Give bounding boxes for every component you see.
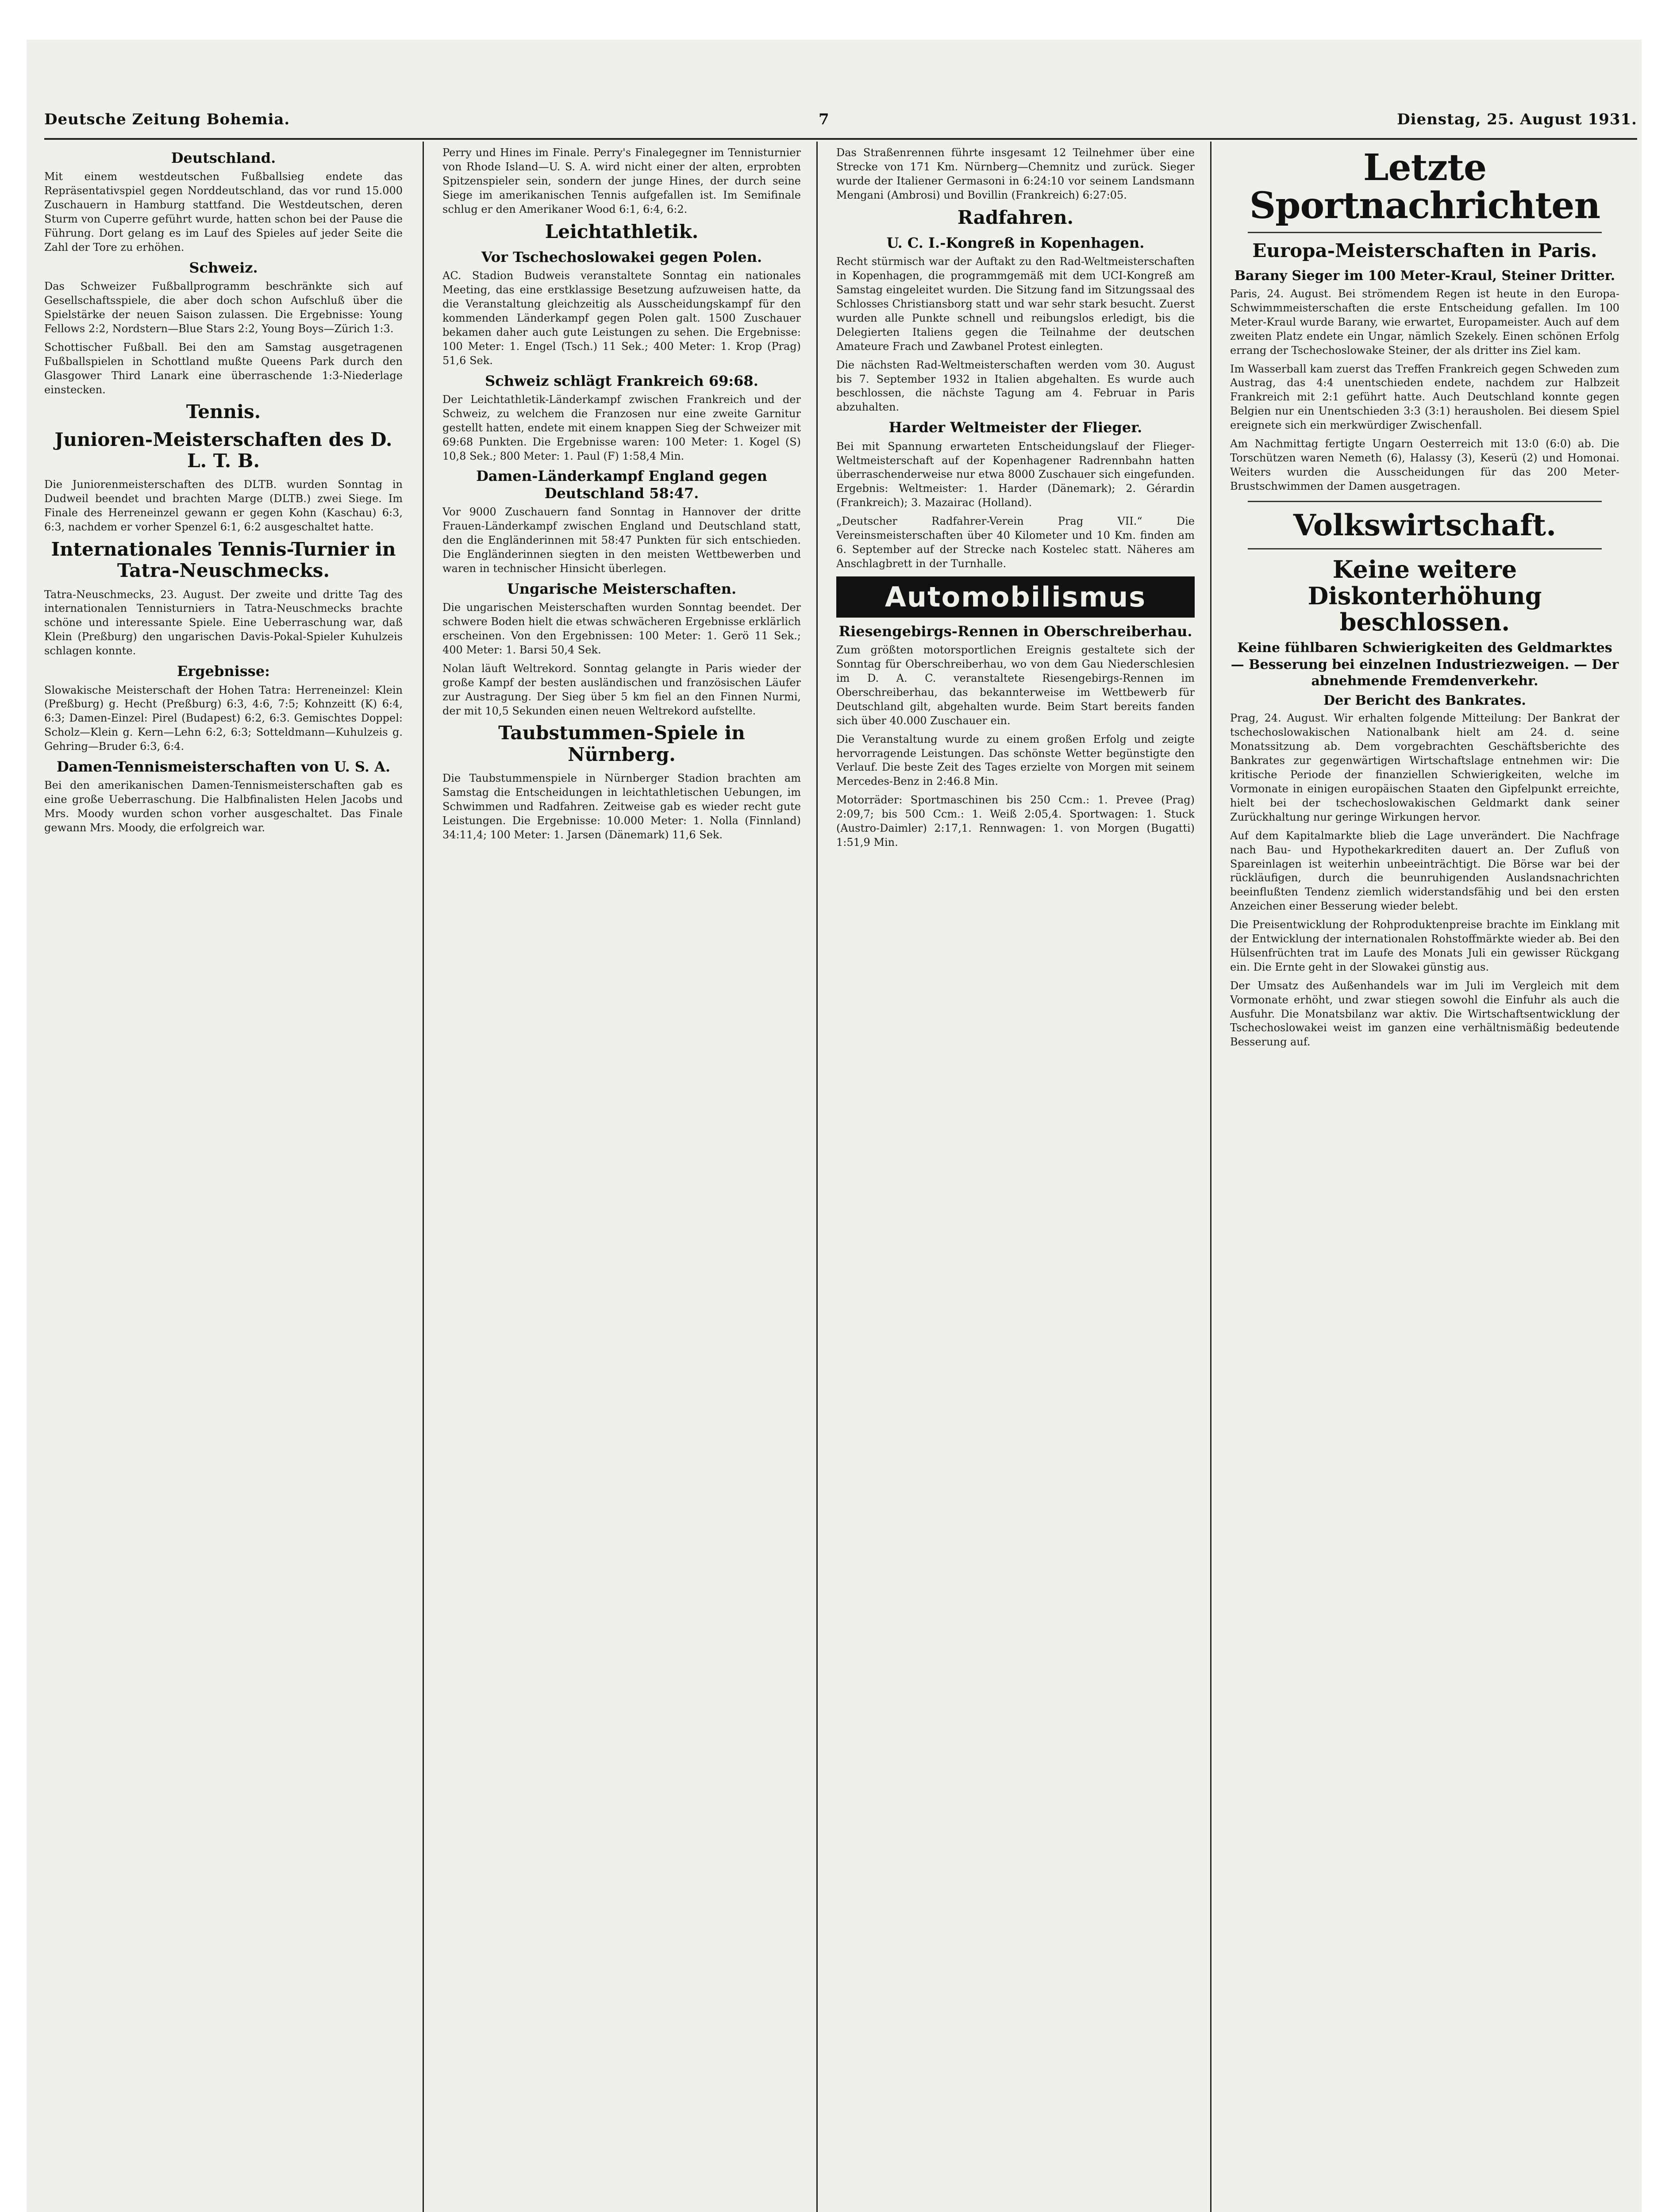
divider (1248, 501, 1602, 502)
article-text: Motorräder: Sportmaschinen bis 250 Ccm.: 1. Prevee (Prag) 2:09,7; bis 500 Ccm.: 1. Weiß 2:05,4. Sportwagen: 1. Stuck (Austro-Daimler) 2:17,1. Rennwagen: 1. von Morgen (Bugatti) 1:51,9 Min. (836, 794, 1195, 849)
article-headline: Schweiz schlägt Frankreich 69:68. (485, 372, 758, 389)
article-text: Schottischer Fußball. Bei den am Samstag ausgetragenen Fußballspielen in Schottland mußte Queens Park durch den Glasgower Third Lanark eine überraschende 1:3-Niederlage einstecken. (44, 341, 403, 396)
column-divider (816, 142, 818, 2212)
article-text: Im Wasserball kam zuerst das Treffen Frankreich gegen Schweden zum Austrag, das 4:4 unentschieden endete, nachdem zur Halbzeit Frankreich mit 2:1 geführt hatte. Auch Deutschland konnte gegen Belgien nur ein Unentschieden 3:3 (3:1) herausholen. Bei diesem Spiel ereignete sich ein merkwürdiger Zwischenfall. (1230, 362, 1619, 432)
article-text: Auf dem Kapitalmarkte blieb die Lage unverändert. Die Nachfrage nach Bau- und Hypothekarkrediten dauert an. Der Zufluß von Spareinlagen ist weiterhin unbeeinträchtigt. Die Börse war bei der rückläufigen, durch die beunruhigenden Auslandsnachrichten beeinflußten Tendenz ziemlich widerstandsfähig und bei den ersten Anzeichen einer Besserung wieder belebt. (1230, 829, 1619, 913)
article-text: Tatra-Neuschmecks, 23. August. Der zweite und dritte Tag des internationalen Tennisturniers in Tatra-Neuschmecks brachte schöne und interessante Spiele. Eine Ueberraschung war, daß Klein (Preßburg) den ungarischen Davis-Pokal-Spieler Kuhulzeis schlagen konnte. (44, 588, 403, 657)
article-text: Das Straßenrennen führte insgesamt 12 Teilnehmer über eine Strecke von 171 Km. Nürnberg—Chemnitz und zurück. Sieger wurde der Italiener Germasoni in 6:24:10 vor seinem Landsmann Mengani (Ambrosi) und Bovillin (Frankreich) 6:27:05. (836, 146, 1195, 201)
column-divider (1210, 142, 1211, 2212)
column-3 (836, 146, 1195, 2212)
article-text: Die Veranstaltung wurde zu einem großen Erfolg und zeigte hervorragende Leistungen. Das schönste Wetter begünstigte den Verlauf. Die beste Zeit des Tages erzielte von Morgen mit seinem Mercedes-Benz in 2:46.8 Min. (836, 733, 1195, 788)
column-2 (442, 146, 801, 2212)
divider (1248, 548, 1602, 549)
article-headline: Europa-Meisterschaften in Paris. (1252, 240, 1597, 262)
article-subheading: Keine fühlbaren Schwierigkeiten des Geldmarktes — Besserung bei einzelnen Industriezweigen. — Der abnehmende Fremdenverkehr. (1231, 640, 1619, 689)
section-title: Volkswirtschaft. (1293, 507, 1557, 542)
article-text: Die Juniorenmeisterschaften des DLTB. wurden Sonntag in Dudweil beendet und brachten Marge (DLTB.) zwei Siege. Im Finale des Herreneinzel gewann er gegen Kohn (Kaschau) 6:3, 6:3, nachdem er vorher Spenzel 6:1, 6:2 ausgeschaltet hatte. (44, 478, 403, 534)
column-1 (44, 146, 403, 2212)
column-divider (423, 142, 424, 2212)
article-text: Die ungarischen Meisterschaften wurden Sonntag beendet. Der schwere Boden hielt die etwas schwächeren Ergebnisse erklärlich erscheinen. Von den Ergebnissen: 100 Meter: 1. Gerö 11 Sek.; 400 Meter: 1. Barsi 50,4 Sek. (442, 601, 801, 656)
divider (1248, 232, 1602, 233)
section-title: Letzte Sportnachrichten (1249, 146, 1600, 227)
section-heading: Tennis. (186, 401, 261, 423)
article-subheading: Barany Sieger im 100 Meter-Kraul, Steiner Dritter. (1234, 268, 1615, 284)
section-heading: Radfahren. (957, 206, 1074, 228)
issue-date: Dienstag, 25. August 1931. (1397, 111, 1637, 128)
article-text: Prag, 24. August. Wir erhalten folgende Mitteilung: Der Bankrat der tschechoslowakischen Nationalbank hielt am 24. d. seine Monatssitzung ab. Dem vorgebrachten Geschäftsberichte des Bankrates zur gegenwärtigen Wirtschaftslage entnehmen wir: Die kritische Periode der finanziellen Schwierigkeiten, welche im Vormonate in einigen europäischen Staaten den Gipfelpunkt erreichte, hielt bei der tschechoslowakischen Geldmarkt dank seiner Zurückhaltung nur geringe Wirkungen hervor. (1230, 712, 1619, 823)
article-subheading: Der Bericht des Bankrates. (1323, 692, 1526, 708)
article-text: Recht stürmisch war der Auftakt zu den Rad-Weltmeisterschaften in Kopenhagen, die programmgemäß mit dem UCI-Kongreß am Samstag eingeleitet wurden. Die Sitzung fand im Sitzungssaal des Schlosses Christiansborg statt und war sehr stark besucht. Zuerst wurden alle Punkte schnell und reibungslos erledigt, bis die Delegierten Italiens gegen die Teilnahme der deutschen Amateure Frach und Zawbanel Protest einlegten. (836, 255, 1195, 353)
article-text: Das Schweizer Fußballprogramm beschränkte sich auf Gesellschaftsspiele, die aber doch schon Aufschluß über die Spielstärke der neuen Saison zulassen. Die Ergebnisse: Young Fellows 2:2, Nordstern—Blue Stars 2:2, Young Boys—Zürich 1:3. (44, 280, 403, 335)
section-heading: Leichtathletik. (545, 220, 699, 242)
article-headline: Junioren-Meisterschaften des D. L. T. B. (54, 428, 392, 472)
section-banner: Automobilismus (836, 576, 1195, 618)
article-headline: Damen-Tennismeisterschaften von U. S. A. (56, 758, 391, 776)
article-text: Zum größten motorsportlichen Ereignis gestaltete sich der Sonntag für Oberschreiberhau, wo von dem Gau Niederschlesien im D. A. C. veranstaltete Riesengebirgs-Rennen im Oberschreiberhau, das bekannterweise im Wettbewerb für Deutschland gilt, abgehalten wurde. Beim Start bereits fanden sich über 40.000 Zuschauer ein. (836, 644, 1195, 727)
article-text: Nolan läuft Weltrekord. Sonntag gelangte in Paris wieder der große Kampf der besten ausländischen und französischen Läufer zur Austragung. Der Sieg über 5 km fiel an den Finnen Nurmi, der mit 10,5 Sekunden einen neuen Weltrekord aufstellte. (442, 662, 801, 717)
article-headline: U. C. I.-Kongreß in Kopenhagen. (886, 234, 1145, 251)
article-text: Bei den amerikanischen Damen-Tennismeisterschaften gab es eine große Ueberraschung. Die Halbfinalisten Helen Jacobs und Mrs. Moody wurden schon vorher ausgeschaltet. Das Finale gewann Mrs. Moody, die erfolgreich war. (44, 779, 403, 834)
article-text: Perry und Hines im Finale. Perry's Finalegegner im Tennisturnier von Rhode Island—U. S. A. wird nicht einer der alten, erprobten Spitzenspieler sein, sondern der junge Hines, der durch seine Siege im amerikanischen Tennis aufgefallen ist. Im Semifinale schlug er den Amerikaner Wood 6:1, 6:4, 6:2. (442, 146, 801, 215)
subheading: Ergebnisse: (177, 663, 270, 680)
article-headline: Harder Weltmeister der Flieger. (888, 419, 1142, 436)
article-text: Die nächsten Rad-Weltmeisterschaften werden vom 30. August bis 7. September 1932 in Italien abgehalten. Es wurde auch beschlossen, die nächste Tagung am 4. Februar in Paris abzuhalten. (836, 358, 1195, 414)
header-rule (44, 138, 1637, 140)
article-text: Vor 9000 Zuschauern fand Sonntag in Hannover der dritte Frauen-Länderkampf zwischen England und Deutschland statt, den die Engländerinnen mit 58:47 Punkten für sich entschieden. Die Engländerinnen siegten in den meisten Wettbewerben und waren in technischer Hinsicht überlegen. (442, 506, 801, 575)
article-text: Slowakische Meisterschaft der Hohen Tatra: Herreneinzel: Klein (Preßburg) g. Hecht (Preßburg) 6:3, 4:6, 7:5; Kohnzeitt (K) 6:4, 6:3; Damen-Einzel: Pirel (Budapest) 6:2, 6:3. Gemischtes Doppel: Scholz—Klein g. Kern—Lehn 6:2, 6:3; Sotteldmann—Kuhulzeis g. Gehring—Bruder 6:3, 6:4. (44, 684, 403, 753)
article-headline: Vor Tschechoslowakei gegen Polen. (481, 248, 762, 265)
section-heading: Schweiz. (189, 259, 258, 276)
article-text: Mit einem westdeutschen Fußballsieg endete das Repräsentativspiel gegen Norddeutschland, das vor rund 15.000 Zuschauern in Hamburg stattfand. Die Westdeutschen, deren Sturm von Cuperre geführt wurde, hatten schon bei der Pause die Führung. Dort gelang es im Lauf des Spieles auf jeder Seite die Zahl der Tore zu erhöhen. (44, 170, 403, 253)
page-header (44, 111, 1637, 137)
article-headline: Ungarische Meisterschaften. (507, 580, 737, 597)
article-headline: Riesengebirgs-Rennen in Oberschreiberhau. (838, 622, 1192, 640)
article-text: Die Preisentwicklung der Rohproduktenpreise brachte im Einklang mit der Entwicklung der internationalen Rohstoffmärkte wieder ab. Bei den Hülsenfrüchten trat im Laufe des Monats Juli ein gewisser Rückgang ein. Die Ernte geht in der Slowakei günstig aus. (1230, 918, 1619, 973)
article-headline: Taubstummen-Spiele in Nürnberg. (498, 722, 745, 765)
article-text: „Deutscher Radfahrer-Verein Prag VII.“ Die Vereinsmeisterschaften über 40 Kilometer und 10 Km. finden am 6. September auf der Strecke nach Kostelec statt. Näheres am Anschlagbrett in der Turnhalle. (836, 515, 1195, 570)
column-4 (1230, 146, 1619, 2212)
article-headline: Damen-Länderkampf England gegen Deutschland 58:47. (476, 468, 767, 502)
article-headline: Keine weitere Diskonterhöhung beschlossen. (1308, 555, 1542, 637)
page-number: 7 (819, 111, 830, 128)
article-text: Paris, 24. August. Bei strömendem Regen ist heute in den Europa-Schwimmmeisterschaften die erste Entscheidung gefallen. Im 100 Meter-Kraul wurde Barany, wie erwartet, Europameister. Auch auf dem zweiten Platz endete ein Ungar, nämlich Szekely. Einen schönen Erfolg errang der Tschechoslowake Steiner, der als dritter ins Ziel kam. (1230, 287, 1619, 357)
article-text: Am Nachmittag fertigte Ungarn Oesterreich mit 13:0 (6:0) ab. Die Torschützen waren Nemeth (6), Halassy (3), Keserü (2) und Homonai. Weiters wurden die Ausscheidungen für das 200 Meter-Brustschwimmen der Damen ausgetragen. (1230, 438, 1619, 492)
article-text: Die Taubstummenspiele in Nürnberger Stadion brachten am Samstag die Entscheidungen in leichtathletischen Uebungen, im Schwimmen und Radfahren. Zeitweise gab es wieder recht gute Leistungen. Die Ergebnisse: 10.000 Meter: 1. Nolla (Finnland) 34:11,4; 100 Meter: 1. Jarsen (Dänemark) 11,6 Sek. (442, 772, 801, 841)
article-text: Der Leichtathletik-Länderkampf zwischen Frankreich und der Schweiz, zu welchem die Franzosen nur eine zweite Garnitur gestellt hatten, endete mit einem knappen Sieg der Schweizer mit 69:68 Punkten. Die Ergebnisse waren: 100 Meter: 1. Kogel (S) 10,8 Sek.; 800 Meter: 1. Paul (F) 1:58,4 Min. (442, 393, 801, 462)
section-heading: Deutschland. (171, 150, 276, 166)
article-headline: Internationales Tennis-Turnier in Tatra-Neuschmecks. (51, 538, 396, 582)
newspaper-title: Deutsche Zeitung Bohemia. (44, 111, 290, 128)
article-text: AC. Stadion Budweis veranstaltete Sonntag ein nationales Meeting, das eine erstklassige Besetzung aufzuweisen hatte, da die Veranstaltung gleichzeitig als Ausscheidungskampf für den kommenden Länderkampf gegen Polen galt. 1500 Zuschauer bekamen daher auch gute Leistungen zu sehen. Die Ergebnisse: 100 Meter: 1. Engel (Tsch.) 11 Sek.; 400 Meter: 1. Krop (Prag) 51,6 Sek. (442, 269, 801, 367)
article-text: Der Umsatz des Außenhandels war im Juli im Vergleich mit dem Vormonate erhöht, und zwar stiegen sowohl die Einfuhr als auch die Ausfuhr. Die Monatsbilanz war aktiv. Die Wirtschaftsentwicklung der Tschechoslowakei weist im ganzen eine verhältnismäßig bedeutende Besserung auf. (1230, 979, 1619, 1048)
article-text: Bei mit Spannung erwarteten Entscheidungslauf der Flieger-Weltmeisterschaft auf der Kopenhagener Radrennbahn hatten überraschenderweise nur etwa 8000 Zuschauer sich eingefunden. Ergebnis: Weltmeister: 1. Harder (Dänemark); 2. Gérardin (Frankreich); 3. Mazairac (Holland). (836, 440, 1195, 509)
